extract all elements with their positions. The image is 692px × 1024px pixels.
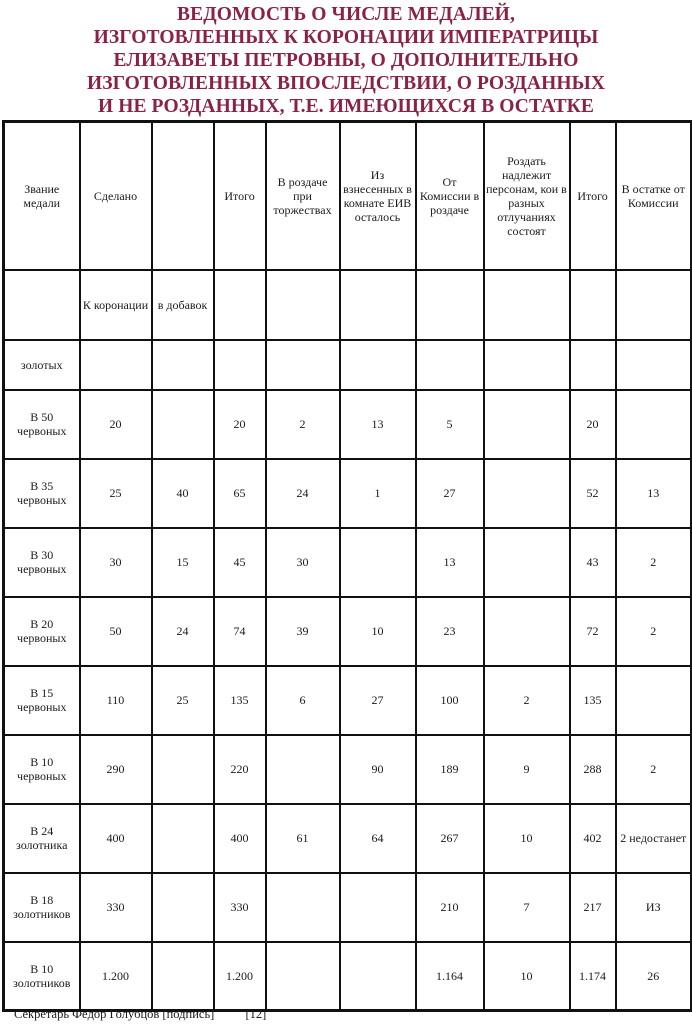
cell-remainder: 13 [616, 459, 692, 528]
cell-total2: 288 [570, 735, 616, 804]
cell-coronation: 1.200 [80, 942, 152, 1011]
title-line: И НЕ РОЗДАННЫХ, Т.Е. ИМЕЮЩИХСЯ В ОСТАТКЕ [97, 96, 595, 117]
header-rank: Звание медали [4, 122, 80, 270]
title-line: ВЕДОМОСТЬ О ЧИСЛЕ МЕДАЛЕЙ, [177, 4, 515, 25]
cell-commission: 27 [416, 459, 484, 528]
cell-coronation: 110 [80, 666, 152, 735]
cell-rank: В 35 червоных [4, 459, 80, 528]
cell-ceremonies: 61 [266, 804, 340, 873]
cell-addition [152, 390, 214, 459]
cell-to-distribute [484, 390, 570, 459]
header-total2: Итого [570, 122, 616, 270]
cell-rank: В 50 червоных [4, 390, 80, 459]
header-made: Сделано [80, 122, 152, 270]
cell-to-distribute [484, 597, 570, 666]
cell-coronation: 50 [80, 597, 152, 666]
cell-remainder [616, 666, 692, 735]
title-line: ИЗГОТОВЛЕННЫХ ВПОСЛЕДСТВИИ, О РОЗДАННЫХ [86, 73, 606, 94]
cell-coronation: 330 [80, 873, 152, 942]
subheader-addition: в добавок [152, 270, 214, 340]
title-line: ЕЛИЗАВЕТЫ ПЕТРОВНЫ, О ДОПОЛНИТЕЛЬНО [113, 50, 579, 71]
subheader-blank [616, 270, 692, 340]
cell-remainder: 2 недостанет [616, 804, 692, 873]
section-row [4, 340, 692, 390]
section-blank [416, 340, 484, 390]
section-blank [80, 340, 152, 390]
document-title [0, 0, 692, 116]
cell-commission: 267 [416, 804, 484, 873]
cell-total: 20 [214, 390, 266, 459]
cell-addition [152, 804, 214, 873]
section-blank [616, 340, 692, 390]
cell-remained: 90 [340, 735, 416, 804]
cell-ceremonies [266, 735, 340, 804]
cell-to-distribute [484, 528, 570, 597]
cell-to-distribute [484, 459, 570, 528]
cell-total2: 135 [570, 666, 616, 735]
cell-total: 220 [214, 735, 266, 804]
cell-commission: 23 [416, 597, 484, 666]
cell-remained: 10 [340, 597, 416, 666]
cell-total2: 402 [570, 804, 616, 873]
table-row [4, 735, 692, 804]
subheader-blank [416, 270, 484, 340]
section-blank [484, 340, 570, 390]
cell-total2: 72 [570, 597, 616, 666]
cell-addition: 40 [152, 459, 214, 528]
subheader-blank [214, 270, 266, 340]
header-remained: Из взнесенных в комнате ЕИВ осталось [340, 122, 416, 270]
cell-ceremonies [266, 873, 340, 942]
cell-rank: В 15 червоных [4, 666, 80, 735]
footer [14, 1006, 266, 1022]
cell-rank: В 30 червоных [4, 528, 80, 597]
table-row [4, 528, 692, 597]
cell-coronation: 20 [80, 390, 152, 459]
cell-total: 1.200 [214, 942, 266, 1011]
cell-ceremonies: 2 [266, 390, 340, 459]
table-row [4, 804, 692, 873]
subheader-row [4, 270, 692, 340]
cell-addition: 15 [152, 528, 214, 597]
cell-coronation: 400 [80, 804, 152, 873]
subheader-blank [266, 270, 340, 340]
cell-total2: 52 [570, 459, 616, 528]
cell-addition: 24 [152, 597, 214, 666]
cell-commission: 189 [416, 735, 484, 804]
cell-addition: 25 [152, 666, 214, 735]
subheader-blank [4, 270, 80, 340]
section-blank [266, 340, 340, 390]
subheader-coronation: К коронации [80, 270, 152, 340]
cell-to-distribute: 10 [484, 804, 570, 873]
cell-commission: 13 [416, 528, 484, 597]
cell-to-distribute: 9 [484, 735, 570, 804]
table-row [4, 597, 692, 666]
cell-addition [152, 942, 214, 1011]
cell-commission: 1.164 [416, 942, 484, 1011]
cell-ceremonies: 6 [266, 666, 340, 735]
cell-total: 400 [214, 804, 266, 873]
cell-remained [340, 942, 416, 1011]
cell-total: 74 [214, 597, 266, 666]
cell-rank: В 24 золотника [4, 804, 80, 873]
header-blank [152, 122, 214, 270]
subheader-blank [484, 270, 570, 340]
cell-coronation: 25 [80, 459, 152, 528]
cell-total2: 20 [570, 390, 616, 459]
subheader-blank [340, 270, 416, 340]
header-ceremonies: В роздаче при торжествах [266, 122, 340, 270]
cell-remainder [616, 390, 692, 459]
cell-coronation: 290 [80, 735, 152, 804]
cell-total: 45 [214, 528, 266, 597]
cell-remained: 1 [340, 459, 416, 528]
header-total: Итого [214, 122, 266, 270]
header-to-distribute: Роздать надлежит персонам, кои в разных отлучаниях состоят [484, 122, 570, 270]
cell-rank: В 20 червоных [4, 597, 80, 666]
section-blank [340, 340, 416, 390]
cell-to-distribute: 7 [484, 873, 570, 942]
cell-ceremonies: 39 [266, 597, 340, 666]
cell-total: 330 [214, 873, 266, 942]
cell-remained: 64 [340, 804, 416, 873]
table-row [4, 873, 692, 942]
header-commission: От Комиссии в роздаче [416, 122, 484, 270]
table-row [4, 459, 692, 528]
title-line: ИЗГОТОВЛЕННЫХ К КОРОНАЦИИ ИМПЕРАТРИЦЫ [93, 27, 599, 48]
section-blank [152, 340, 214, 390]
cell-rank: В 10 червоных [4, 735, 80, 804]
secretary-signature: Секретарь Фёдор Голубцов [подпись] [14, 1007, 215, 1021]
section-blank [214, 340, 266, 390]
cell-remainder: 26 [616, 942, 692, 1011]
cell-rank: В 10 золотников [4, 942, 80, 1011]
cell-commission: 100 [416, 666, 484, 735]
cell-addition [152, 873, 214, 942]
subheader-blank [570, 270, 616, 340]
cell-remained: 27 [340, 666, 416, 735]
table-row [4, 390, 692, 459]
cell-remainder: 2 [616, 528, 692, 597]
cell-ceremonies: 24 [266, 459, 340, 528]
table-row [4, 666, 692, 735]
cell-commission: 210 [416, 873, 484, 942]
table-row [4, 942, 692, 1011]
cell-total2: 1.174 [570, 942, 616, 1011]
header-remainder: В остатке от Комиссии [616, 122, 692, 270]
cell-remainder: ИЗ [616, 873, 692, 942]
cell-total2: 217 [570, 873, 616, 942]
cell-rank: В 18 золотников [4, 873, 80, 942]
medal-ledger-table [2, 120, 692, 1012]
cell-remained [340, 873, 416, 942]
cell-coronation: 30 [80, 528, 152, 597]
page-number: [12] [245, 1007, 267, 1021]
cell-commission: 5 [416, 390, 484, 459]
cell-addition [152, 735, 214, 804]
cell-total: 65 [214, 459, 266, 528]
cell-remainder: 2 [616, 597, 692, 666]
section-label: золотых [4, 340, 80, 390]
section-blank [570, 340, 616, 390]
cell-remained [340, 528, 416, 597]
cell-remainder: 2 [616, 735, 692, 804]
cell-total2: 43 [570, 528, 616, 597]
cell-total: 135 [214, 666, 266, 735]
cell-to-distribute: 10 [484, 942, 570, 1011]
cell-ceremonies [266, 942, 340, 1011]
header-row [4, 122, 692, 270]
cell-remained: 13 [340, 390, 416, 459]
cell-ceremonies: 30 [266, 528, 340, 597]
cell-to-distribute: 2 [484, 666, 570, 735]
